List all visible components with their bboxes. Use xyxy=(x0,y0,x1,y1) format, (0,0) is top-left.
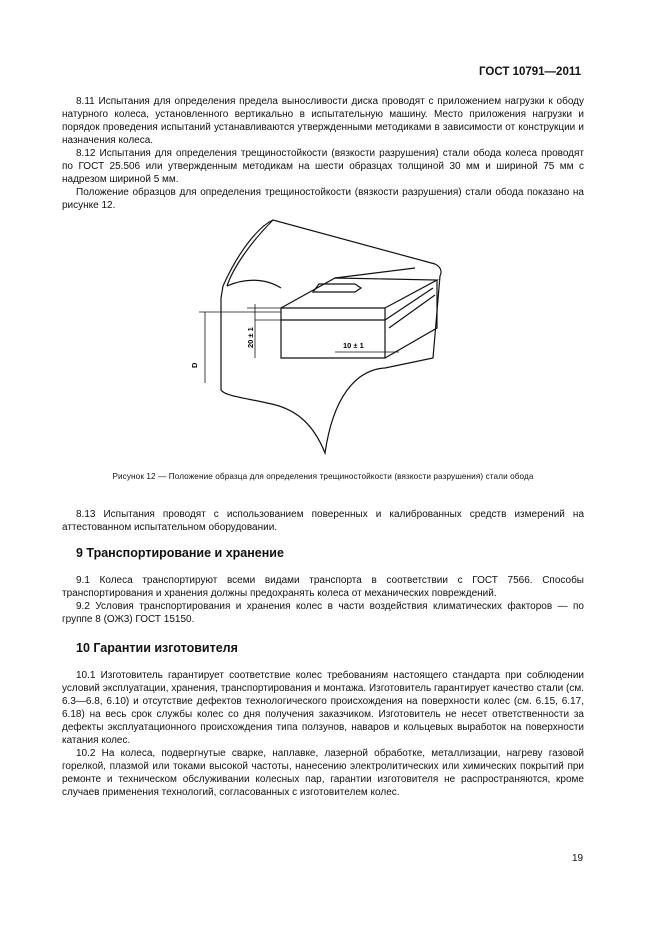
paragraph-9-2: 9.2 Условия транспортирования и хранения колес в части воздействия климатических факторов — по группе 8 (ОЖ3) ГОСТ 15150. xyxy=(62,601,584,625)
specimen-drawing xyxy=(185,208,445,458)
dim-height-label: 20 ± 1 xyxy=(246,327,255,348)
paragraph-9-1: 9.1 Колеса транспортируют всеми видами транспорта в соответствии с ГОСТ 7566. Способы транспортирования и хранения должны предохранять колеса от механических повреждений. xyxy=(62,575,584,599)
paragraph-8-11: 8.11 Испытания для определения предела выносливости диска проводят с приложением нагрузки к ободу натурного колеса, установленного вертикально в испытательную машину. Место приложения нагрузки и порядок проведения испытаний устанавливаются утвержденными методиками в зависимости от конструкции и назначения колеса. xyxy=(62,96,584,146)
paragraph-8-12: 8.12 Испытания для определения трещиностойкости (вязкости разрушения) стали обода колеса проводят по ГОСТ 25.506 или утвержденным методикам на шести образцах толщиной 30 мм и шириной 75 мм с надрезом шириной 5 мм. xyxy=(62,148,584,185)
paragraph-8-13: 8.13 Испытания проводят с использованием поверенных и калиброванных средств измерений на аттестованном испытательном оборудовании. xyxy=(62,509,584,533)
section-heading-10: 10 Гарантии изготовителя xyxy=(76,641,238,655)
figure-12-specimen-position xyxy=(185,208,445,458)
figure-caption: Рисунок 12 — Положение образца для определения трещиностойкости (вязкости разрушения) стали обода xyxy=(112,472,534,481)
page-number: 19 xyxy=(572,853,584,864)
standard-header: ГОСТ 10791—2011 xyxy=(479,66,581,78)
dim-depth-label: 10 ± 1 xyxy=(343,341,364,350)
paragraph-8-12-figure-ref: Положение образцов для определения трещиностойкости (вязкости разрушения) стали обода показано на рисунке 12. xyxy=(62,187,584,211)
paragraph-10-2: 10.2 На колеса, подвергнутые сварке, наплавке, лазерной обработке, металлизации, нагреву газовой горелкой, плазмой или токами высокой частоты, нанесению электролитических или химических покрытий при ремонте и техническом обслуживании колесных пар, гарантии изготовителя не распространяются, кроме случаев применения технологий, согласованных с изготовителем колес. xyxy=(62,748,584,798)
dim-diameter-label: D xyxy=(190,362,199,368)
section-heading-9: 9 Транспортирование и хранение xyxy=(76,546,284,560)
paragraph-10-1: 10.1 Изготовитель гарантирует соответствие колес требованиям настоящего стандарта при соблюдении условий эксплуатации, хранения, транспортирования и монтажа. Изготовитель гарантирует качество стали (см. 6.3—6.8, 6.10) и отсутствие дефектов технологического происхождения на поверхности колес (см. 6.15, 6.17, 6.18) на весь срок службы колес со дня получения заказчиком. Изготовитель не несет ответственности за дефекты эксплуатационного происхождения типа ползунов, наваров и кольцевых выработок на поверхности катания колес. xyxy=(62,670,584,746)
